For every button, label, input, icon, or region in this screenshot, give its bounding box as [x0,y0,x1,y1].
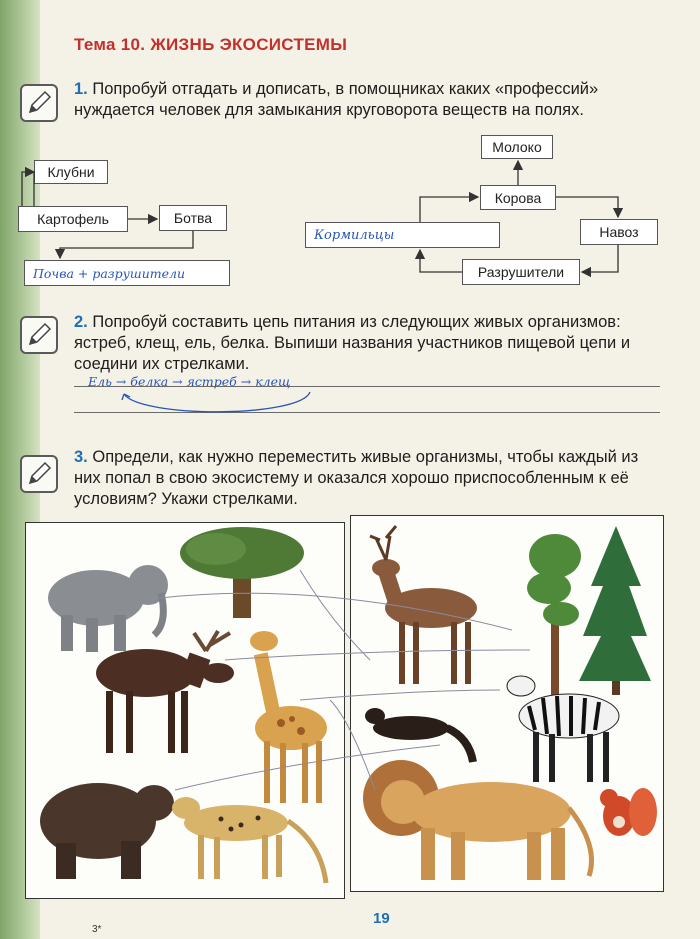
ecosystem-panel-forest [350,515,664,892]
signature-mark: 3* [92,924,102,935]
task1-prompt: Попробуй отгадать и дописать, в помощниках каких «профессий» нуждается человек для замыкания круговорота веществ на полях. [74,80,599,119]
sable-icon [365,708,473,762]
box-answer-right [305,222,500,248]
box-kartofel: Картофель [18,206,128,232]
giraffe-icon [250,631,327,803]
spruce-tree-icon [579,526,651,695]
page-number: 19 [373,910,390,927]
box-answer-left [24,260,230,286]
task2-prompt: Попробуй составить цепь питания из следующих живых организмов: ястреб, клещ, ель, белка. Выпиши названия участников пищевой цепи и соедини их стрелками. [74,313,631,373]
task3-text [74,447,664,510]
box-botva: Ботва [159,205,227,231]
squirrel-icon [600,788,657,836]
box-korova: Корова [480,185,556,210]
box-moloko: Молоко [481,135,553,159]
box-razrushiteli: Разрушители [462,259,580,285]
elephant-icon [48,565,168,652]
task1-number: 1. [74,80,88,98]
cheetah-icon [172,797,326,883]
handwritten-left-answer: Почва + разрушители [33,265,186,281]
page-title: Тема 10. ЖИЗНЬ ЭКОСИСТЕМЫ [74,35,348,54]
ecosystem-panel-savanna [25,522,345,899]
lion-icon [363,760,592,880]
task3-number: 3. [74,448,88,466]
pencil-icon [20,455,58,493]
task2-text [74,312,664,375]
answer-line-2 [74,412,660,413]
box-navoz: Навоз [580,219,658,245]
pine-tree-icon [527,534,581,696]
pencil-icon [20,84,58,122]
handwritten-right-answer: Кормильцы [314,227,395,243]
zebra-icon [507,676,619,782]
baobab-tree-icon [180,527,304,618]
deer-icon [370,526,477,684]
box-klubni: Клубни [34,160,108,184]
bear-icon [40,783,174,879]
pencil-icon [20,316,58,354]
task1-text [74,79,664,121]
handwritten-food-chain: Ель → белка → ястреб → клещ [88,374,291,389]
task3-prompt: Определи, как нужно переместить живые организмы, чтобы каждый из них попал в свою экосистему и оказался хорошо приспособленным к её условиям? Укажи стрелками. [74,448,639,508]
task2-number: 2. [74,313,88,331]
